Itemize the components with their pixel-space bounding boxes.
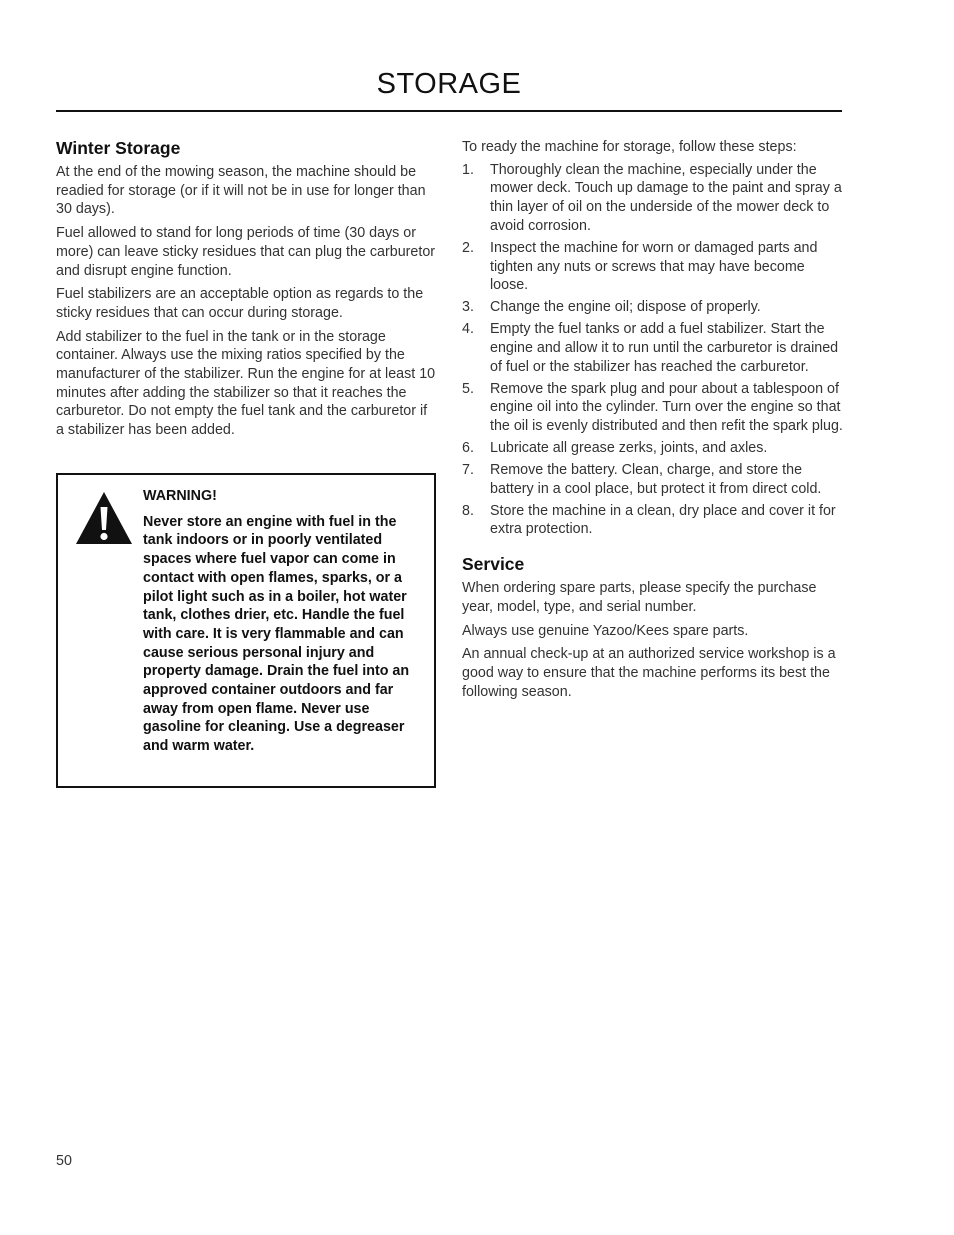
right-column <box>462 137 844 706</box>
step-text: Change the engine oil; dispose of properly. <box>490 299 761 316</box>
list-item <box>462 380 844 436</box>
step-number: 7. <box>462 462 474 479</box>
storage-steps-list <box>462 161 844 539</box>
warning-triangle-icon <box>74 490 134 546</box>
winter-storage-paragraph: Fuel stabilizers are an acceptable option as regards to the sticky residues that can occur during storage. <box>56 286 424 321</box>
service-paragraph: When ordering spare parts, please specify the purchase year, model, type, and serial number. <box>462 580 817 615</box>
step-text: Store the machine in a clean, dry place and cover it for extra protection. <box>490 502 836 538</box>
list-item <box>462 439 844 458</box>
step-text: Thoroughly clean the machine, especially under the mower deck. Touch up damage to the paint and spray a thin layer of oil on the underside of the mower deck to avoid corrosion. <box>490 161 842 234</box>
list-item <box>462 502 844 539</box>
list-item <box>462 161 844 236</box>
step-number: 4. <box>462 321 474 338</box>
list-item <box>462 320 844 376</box>
steps-intro: To ready the machine for storage, follow these steps: <box>462 139 797 155</box>
step-number: 8. <box>462 502 474 519</box>
service-paragraph: An annual check-up at an authorized service workshop is a good way to ensure that the machine performs its best the following season. <box>462 646 836 700</box>
step-text: Remove the spark plug and pour about a tablespoon of engine oil into the cylinder. Turn over the engine so that the oil is evenly distributed and then refit the spark plug. <box>490 380 843 435</box>
winter-storage-paragraph: At the end of the mowing season, the machine should be readied for storage (or if it will not be in use for longer than 30 days). <box>56 164 426 218</box>
step-number: 3. <box>462 299 474 316</box>
title-divider <box>56 110 842 112</box>
warning-content <box>143 487 428 756</box>
step-text: Empty the fuel tanks or add a fuel stabilizer. Start the engine and allow it to run until the carburetor is drained of fuel or the stabilizer has reached the carburetor. <box>490 321 839 375</box>
page-number: 50 <box>56 1153 72 1169</box>
warning-text: Never store an engine with fuel in the tank indoors or in poorly ventilated spaces where fuel vapor can come in contact with open flames, sparks, or a pilot light such as in a boiler, hot water tank, clothes drier, etc. Handle the fuel with care. It is very flammable and can cause serious personal injury and property damage. Drain the fuel into an approved container outdoors and far away from open flame. Never use gasoline for cleaning. Use a degreaser and warm water. <box>143 513 410 755</box>
warning-box <box>56 473 436 788</box>
step-number: 1. <box>462 161 474 178</box>
step-number: 2. <box>462 239 474 256</box>
page-title: STORAGE <box>376 68 522 100</box>
step-number: 6. <box>462 440 474 457</box>
warning-label: WARNING! <box>143 488 217 504</box>
step-text: Remove the battery. Clean, charge, and store the battery in a cool place, but protect it from direct cold. <box>490 462 822 497</box>
step-text: Lubricate all grease zerks, joints, and axles. <box>490 440 768 457</box>
list-item <box>462 461 844 498</box>
left-column <box>56 137 438 445</box>
service-paragraph: Always use genuine Yazoo/Kees spare parts. <box>462 622 749 639</box>
winter-storage-paragraph: Fuel allowed to stand for long periods of time (30 days or more) can leave sticky residues that can plug the carburetor and disrupt engine function. <box>56 225 436 279</box>
winter-storage-heading: Winter Storage <box>56 138 181 158</box>
winter-storage-paragraph: Add stabilizer to the fuel in the tank or in the storage container. Always use the mixing ratios specified by the manufacturer of the stabilizer. Run the engine for at least 10 minutes after adding the stabilizer so that it reaches the carburetor. Do not empty the fuel tank and the carburetor if a stabilizer has been added. <box>56 328 436 439</box>
list-item <box>462 298 844 317</box>
list-item <box>462 239 844 295</box>
service-heading: Service <box>462 554 525 575</box>
step-text: Inspect the machine for worn or damaged parts and tighten any nuts or screws that may have become loose. <box>490 239 818 294</box>
step-number: 5. <box>462 380 474 397</box>
